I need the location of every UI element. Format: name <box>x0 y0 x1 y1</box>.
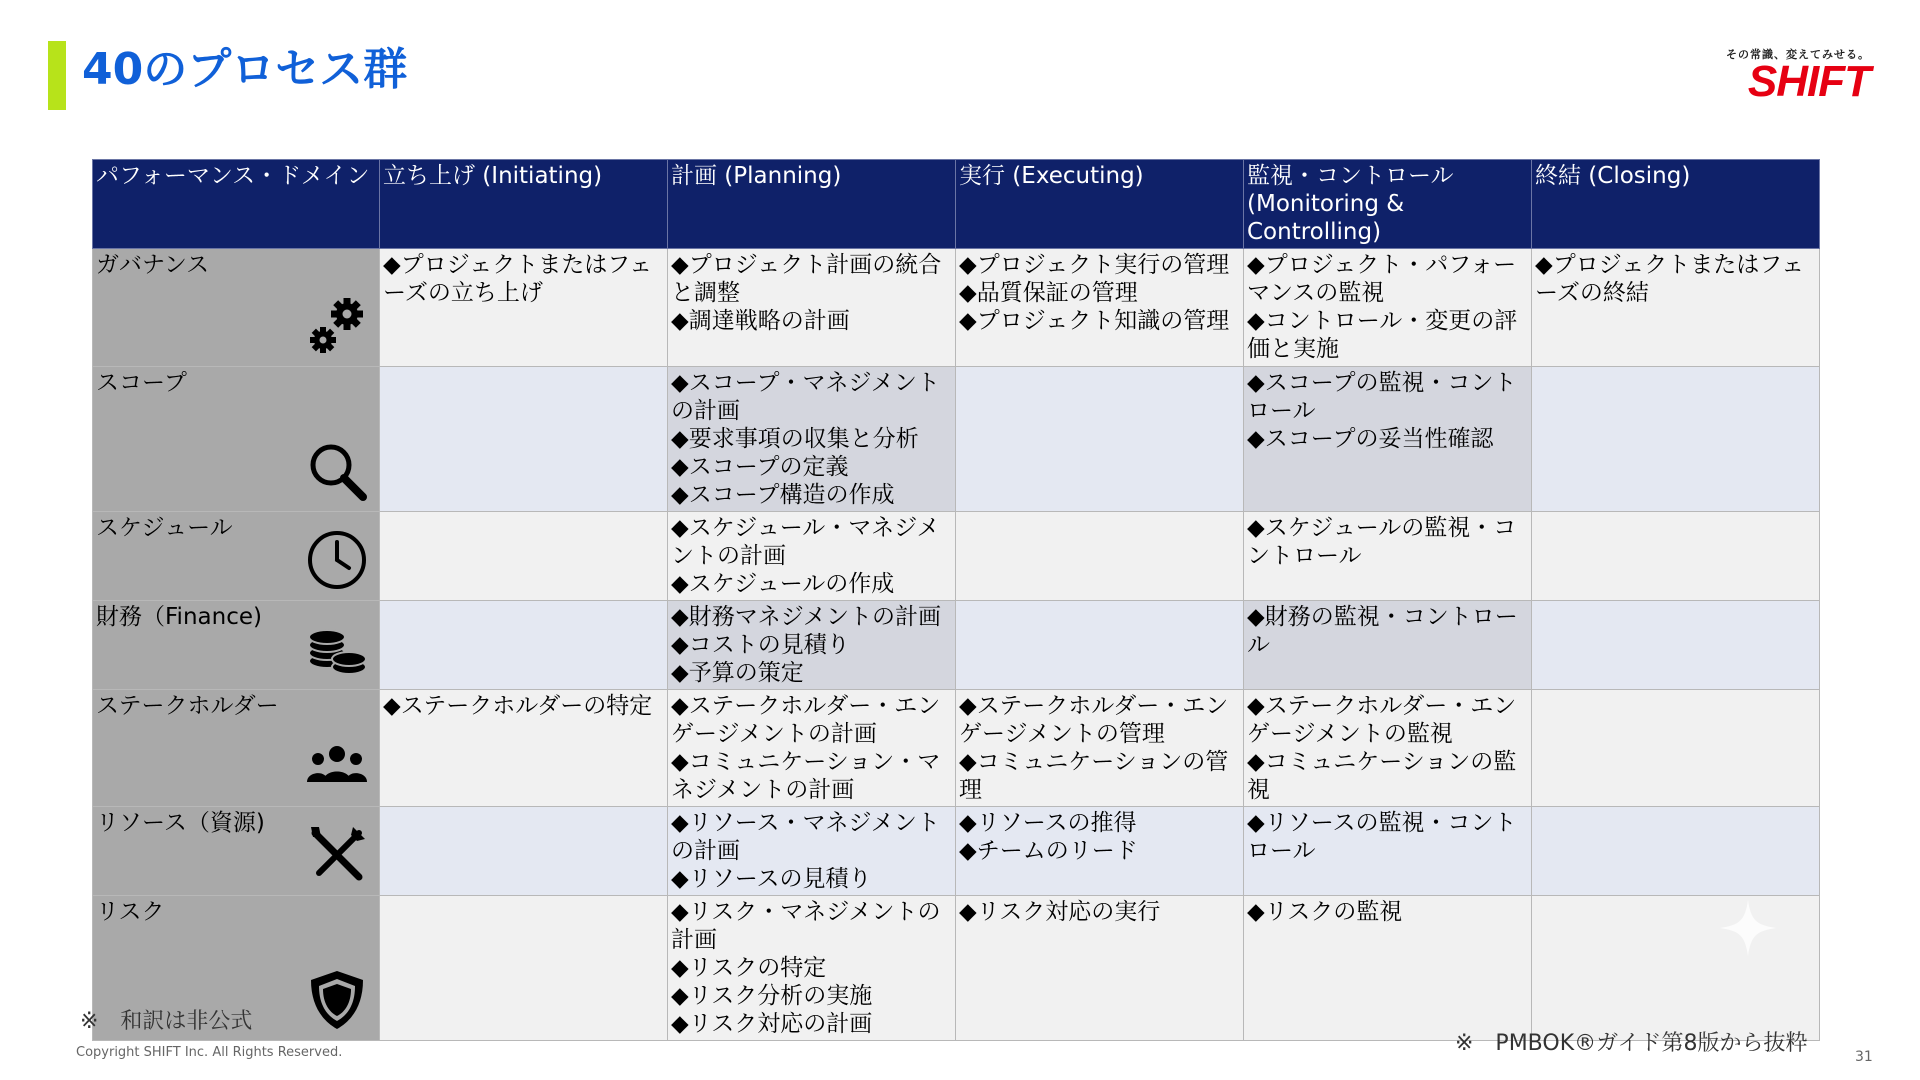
process-cell <box>1532 367 1820 512</box>
process-cell <box>380 249 668 367</box>
process-item: ◆コストの見積り <box>671 632 850 658</box>
domain-cell <box>93 690 380 807</box>
process-item: ◆プロジェクトまたはフェーズの立ち上げ <box>383 252 653 306</box>
source-note: ※ PMBOK®ガイド第8版から抜粋 <box>1455 1031 1808 1056</box>
tools-icon <box>305 823 369 887</box>
domain-cell <box>93 512 380 601</box>
logo-wordmark: SHIFT <box>1747 57 1870 106</box>
process-cell <box>668 249 956 367</box>
process-item: ◆ステークホルダー・エンゲージメントの計画 <box>671 693 941 747</box>
table-row <box>93 896 1820 1041</box>
table-row <box>93 367 1820 512</box>
process-item: ◆予算の策定 <box>671 660 804 686</box>
process-item: ◆リソースの推得 <box>959 810 1137 836</box>
process-item: ◆スコープ・マネジメントの計画 <box>671 370 940 424</box>
magnifier-icon <box>305 439 369 503</box>
process-item: ◆プロジェクト知識の管理 <box>959 308 1230 334</box>
header-executing: 実行 (Executing) <box>956 160 1244 249</box>
process-item: ◆コントロール・変更の評価と実施 <box>1247 308 1518 362</box>
process-item: ◆要求事項の収集と分析 <box>671 426 919 452</box>
process-item: ◆財務マネジメントの計画 <box>671 604 941 630</box>
process-item: ◆品質保証の管理 <box>959 280 1138 306</box>
process-item: ◆ステークホルダーの特定 <box>383 693 653 719</box>
process-item: ◆財務の監視・コントロール <box>1247 604 1518 658</box>
coins-icon <box>305 617 369 681</box>
process-item: ◆調達戦略の計画 <box>671 308 850 334</box>
process-item: ◆スコープの監視・コントロール <box>1247 370 1517 424</box>
process-cell <box>668 512 956 601</box>
process-cell <box>1244 601 1532 690</box>
table-row <box>93 249 1820 367</box>
domain-cell <box>93 367 380 512</box>
sparkle-icon <box>1718 898 1778 958</box>
logo-tagline: その常識、変えてみせる。 <box>1726 48 1870 61</box>
domain-cell <box>93 601 380 690</box>
process-cell <box>668 807 956 896</box>
domain-cell <box>93 807 380 896</box>
process-cell <box>1244 690 1532 807</box>
process-cell <box>1532 690 1820 807</box>
process-cell <box>956 367 1244 512</box>
page-title: 40のプロセス群 <box>82 44 408 95</box>
process-item: ◆スケジュールの作成 <box>671 571 895 597</box>
process-item: ◆チームのリード <box>959 838 1138 864</box>
process-cell <box>956 512 1244 601</box>
table-row <box>93 512 1820 601</box>
table-row <box>93 601 1820 690</box>
copyright: Copyright SHIFT Inc. All Rights Reserved. <box>76 1045 343 1060</box>
process-cell <box>1244 896 1532 1041</box>
process-item: ◆スケジュール・マネジメントの計画 <box>671 515 940 569</box>
process-cell <box>1532 512 1820 601</box>
process-item: ◆リスク対応の実行 <box>959 899 1161 925</box>
process-item: ◆リソース・マネジメントの計画 <box>671 810 940 864</box>
process-item: ◆ステークホルダー・エンゲージメントの管理 <box>959 693 1229 747</box>
process-item: ◆ステークホルダー・エンゲージメントの監視 <box>1247 693 1517 747</box>
process-item: ◆コミュニケーション・マネジメントの計画 <box>671 749 941 803</box>
process-cell <box>380 367 668 512</box>
process-item: ◆リスクの特定 <box>671 955 827 981</box>
process-cell <box>380 807 668 896</box>
table-header-row <box>93 160 1820 249</box>
domain-label: スケジュール <box>96 515 233 541</box>
page-number: 31 <box>1855 1049 1873 1065</box>
header-closing: 終結 (Closing) <box>1532 160 1820 249</box>
process-cell <box>668 601 956 690</box>
process-cell <box>668 690 956 807</box>
header-domain: パフォーマンス・ドメイン <box>93 160 380 249</box>
table-row <box>93 690 1820 807</box>
header-planning: 計画 (Planning) <box>668 160 956 249</box>
title-accent-bar <box>48 41 66 110</box>
process-cell <box>1532 601 1820 690</box>
header-monitoring: 監視・コントロール (Monitoring & Controlling) <box>1244 160 1532 249</box>
process-item: ◆スコープの妥当性確認 <box>1247 426 1494 452</box>
process-cell <box>668 896 956 1041</box>
people-icon <box>305 734 369 798</box>
process-item: ◆プロジェクト・パフォーマンスの監視 <box>1247 252 1517 306</box>
process-cell <box>380 512 668 601</box>
process-cell <box>956 690 1244 807</box>
process-cell <box>1244 807 1532 896</box>
shift-logo <box>1700 44 1870 104</box>
process-cell <box>956 601 1244 690</box>
process-item: ◆コミュニケーションの監視 <box>1247 749 1517 803</box>
process-item: ◆スコープ構造の作成 <box>671 482 895 508</box>
translation-note: ※ 和訳は非公式 <box>80 1009 253 1034</box>
domain-label: リスク <box>96 899 165 925</box>
process-groups-table <box>92 159 1820 1041</box>
header-initiating: 立ち上げ (Initiating) <box>380 160 668 249</box>
process-cell <box>380 690 668 807</box>
process-item: ◆リスクの監視 <box>1247 899 1403 925</box>
process-item: ◆リソースの監視・コントロール <box>1247 810 1517 864</box>
process-cell <box>1244 367 1532 512</box>
domain-label: ガバナンス <box>96 252 210 278</box>
clock-icon <box>305 528 369 592</box>
process-item: ◆スケジュールの監視・コントロール <box>1247 515 1517 569</box>
table-row <box>93 807 1820 896</box>
process-cell <box>380 601 668 690</box>
process-cell <box>1244 512 1532 601</box>
process-cell <box>956 896 1244 1041</box>
gears-icon <box>305 294 369 358</box>
process-item: ◆リスク分析の実施 <box>671 983 873 1009</box>
process-item: ◆プロジェクト実行の管理 <box>959 252 1230 278</box>
domain-label: スコープ <box>96 370 187 396</box>
domain-label: リソース（資源) <box>96 810 265 836</box>
domain-cell <box>93 249 380 367</box>
process-item: ◆コミュニケーションの管理 <box>959 749 1229 803</box>
process-cell <box>956 807 1244 896</box>
process-cell <box>1244 249 1532 367</box>
process-cell <box>956 249 1244 367</box>
process-item: ◆リスク対応の計画 <box>671 1011 873 1037</box>
process-item: ◆リスク・マネジメントの計画 <box>671 899 941 953</box>
process-cell <box>1532 249 1820 367</box>
shield-icon <box>305 968 369 1032</box>
process-item: ◆プロジェクト計画の統合と調整 <box>671 252 942 306</box>
process-cell <box>668 367 956 512</box>
domain-label: 財務（Finance) <box>96 604 262 630</box>
process-cell <box>380 896 668 1041</box>
process-item: ◆リソースの見積り <box>671 866 872 892</box>
process-cell <box>1532 807 1820 896</box>
domain-label: ステークホルダー <box>96 693 279 719</box>
process-item: ◆スコープの定義 <box>671 454 849 480</box>
process-item: ◆プロジェクトまたはフェーズの終結 <box>1535 252 1805 306</box>
